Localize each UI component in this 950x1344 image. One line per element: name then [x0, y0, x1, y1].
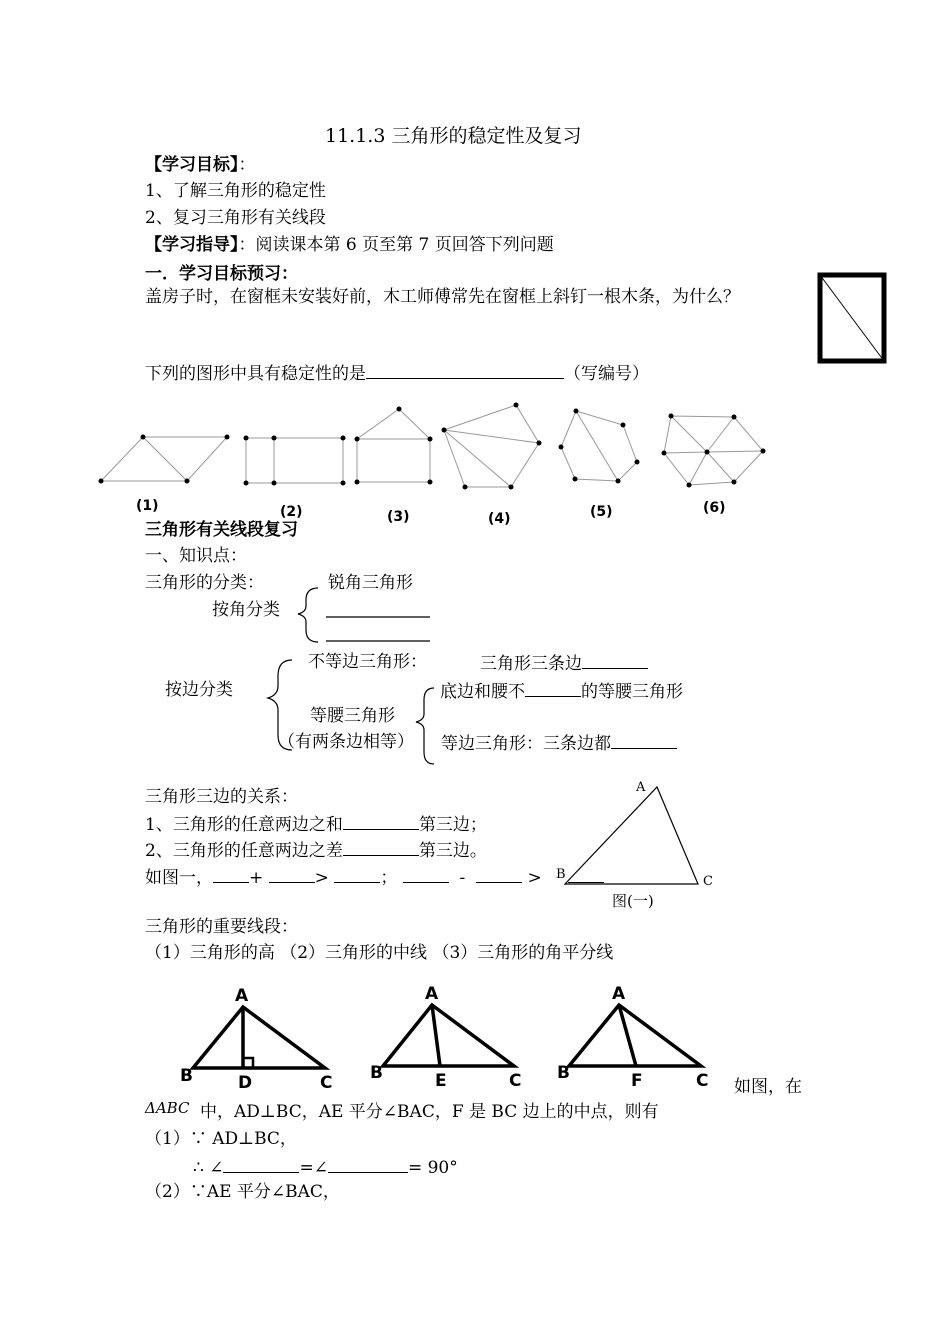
fig1-gt: > [314, 868, 329, 888]
relation-2-pre: 2、三角形的任意两边之差 [145, 841, 343, 861]
segments-list: （1）三角形的高 （2）三角形的中线 （3）三角形的角平分线 [145, 943, 614, 963]
section1-heading: 一．学习目标预习： [145, 264, 298, 284]
as-shown-label: 如图，在 [734, 1077, 802, 1097]
figure-label-3: (3) [387, 509, 410, 525]
question-2-suffix: （写编号） [564, 364, 649, 384]
angle-brace [298, 588, 318, 642]
figure-6-shape [664, 416, 763, 485]
figure-5-shape [561, 411, 637, 481]
classification-braces [268, 588, 434, 764]
question-1: 盖房子时，在窗框未安装好前，木工师傅常先在窗框上斜钉一根木条，为什么？ [145, 287, 740, 307]
isosceles-label: 等腰三角形 [310, 706, 395, 726]
step1b-mid: =∠ [299, 1158, 328, 1178]
altitude-triangle [193, 1007, 325, 1068]
tri2-label-A: A [425, 984, 439, 1004]
figure-2-shape [246, 438, 343, 483]
side-brace [268, 660, 292, 750]
tri1-label-A: A [235, 986, 249, 1006]
tri3-label-B: B [557, 1063, 570, 1083]
step1b-post: = 90° [407, 1158, 458, 1178]
acute-triangle: 锐角三角形 [328, 573, 413, 593]
figure-label-5: (5) [590, 504, 613, 520]
figure-label-4: (4) [488, 511, 511, 527]
question-2-text: 下列的图形中具有稳定性的是 [145, 364, 366, 384]
step-2: （2）∵AE 平分∠BAC， [145, 1182, 340, 1202]
tri2-label-B: B [370, 1063, 383, 1083]
isosceles-note: （有两条边相等） [278, 732, 414, 752]
guide-head-label: 【学习指导】 [145, 235, 239, 255]
base-leg-pre: 底边和腰不 [440, 682, 525, 702]
figure-3-shape [357, 409, 430, 482]
tri3-label-A: A [612, 984, 626, 1004]
triangle-vertex-A: A [636, 780, 646, 795]
page-title: 11.1.3 三角形的稳定性及复习 [325, 125, 582, 147]
objectives-colon: ： [238, 155, 256, 175]
figure-label-2: (2) [280, 504, 303, 520]
tri1-label-B: B [180, 1066, 193, 1086]
segments-heading: 三角形的重要线段： [145, 917, 298, 937]
knowledge-heading: 一、知识点： [145, 546, 247, 566]
triangle-vertex-C: C [703, 874, 713, 889]
step1b-pre: ∴ ∠ [193, 1158, 224, 1178]
relation-1-post: 第三边； [418, 815, 487, 835]
isosceles-brace [416, 688, 434, 764]
tri3-label-C: C [696, 1071, 709, 1091]
objective-1: 1、了解三角形的稳定性 [145, 181, 326, 201]
figure-caption: 图(一) [612, 892, 654, 910]
window-frame-icon [820, 275, 884, 361]
step-1: （1）∵ AD⊥BC， [145, 1129, 297, 1149]
triangle-vertex-B: B [556, 867, 566, 882]
triangle-figure-1 [565, 787, 698, 884]
guide-text: ：阅读课本第 6 页至第 7 页回答下列问题 [238, 235, 554, 255]
relation-heading: 三角形三边的关系： [145, 787, 298, 807]
fig1-pre: 如图一， [145, 868, 213, 888]
figure-label-6: (6) [703, 500, 726, 516]
classify-heading: 三角形的分类： [145, 573, 264, 593]
fig1-plus: + [249, 868, 264, 888]
scalene-label: 不等边三角形： [308, 652, 427, 672]
bisector-triangle [569, 1005, 701, 1066]
figure-4-shape [444, 405, 539, 487]
relation-2-post: 第三边。 [418, 841, 487, 861]
fig1-gt-2: > [527, 868, 542, 888]
three-sides-text: 三角形三条边 [480, 654, 582, 674]
by-side-label: 按边分类 [165, 680, 233, 700]
equilateral-text: 等边三角形：三条边都 [441, 734, 611, 754]
relation-1-pre: 1、三角形的任意两边之和 [145, 815, 343, 835]
objectives-head-label: 【学习目标】 [145, 155, 239, 175]
fig1-semicolon: ； [380, 868, 398, 888]
fig1-minus: - [459, 868, 466, 888]
tri1-label-C: C [320, 1073, 333, 1093]
objective-2: 2、复习三角形有关线段 [145, 208, 326, 228]
tri1-label-D: D [238, 1073, 253, 1093]
review-heading: 三角形有关线段复习 [145, 520, 298, 540]
figure-label-1: (1) [136, 498, 159, 514]
by-angle-label: 按角分类 [212, 600, 280, 620]
delta-abc: ΔABC [145, 1099, 190, 1117]
tri2-label-C: C [509, 1071, 522, 1091]
tri3-label-F: F [631, 1071, 643, 1091]
figure-1-shape [101, 437, 227, 481]
given-statement: 中，AD⊥BC，AE 平分∠BAC，F 是 BC 边上的中点，则有 [200, 1102, 659, 1122]
tri2-label-E: E [435, 1071, 447, 1091]
base-leg-post: 的等腰三角形 [581, 682, 683, 702]
median-triangle [383, 1005, 514, 1066]
